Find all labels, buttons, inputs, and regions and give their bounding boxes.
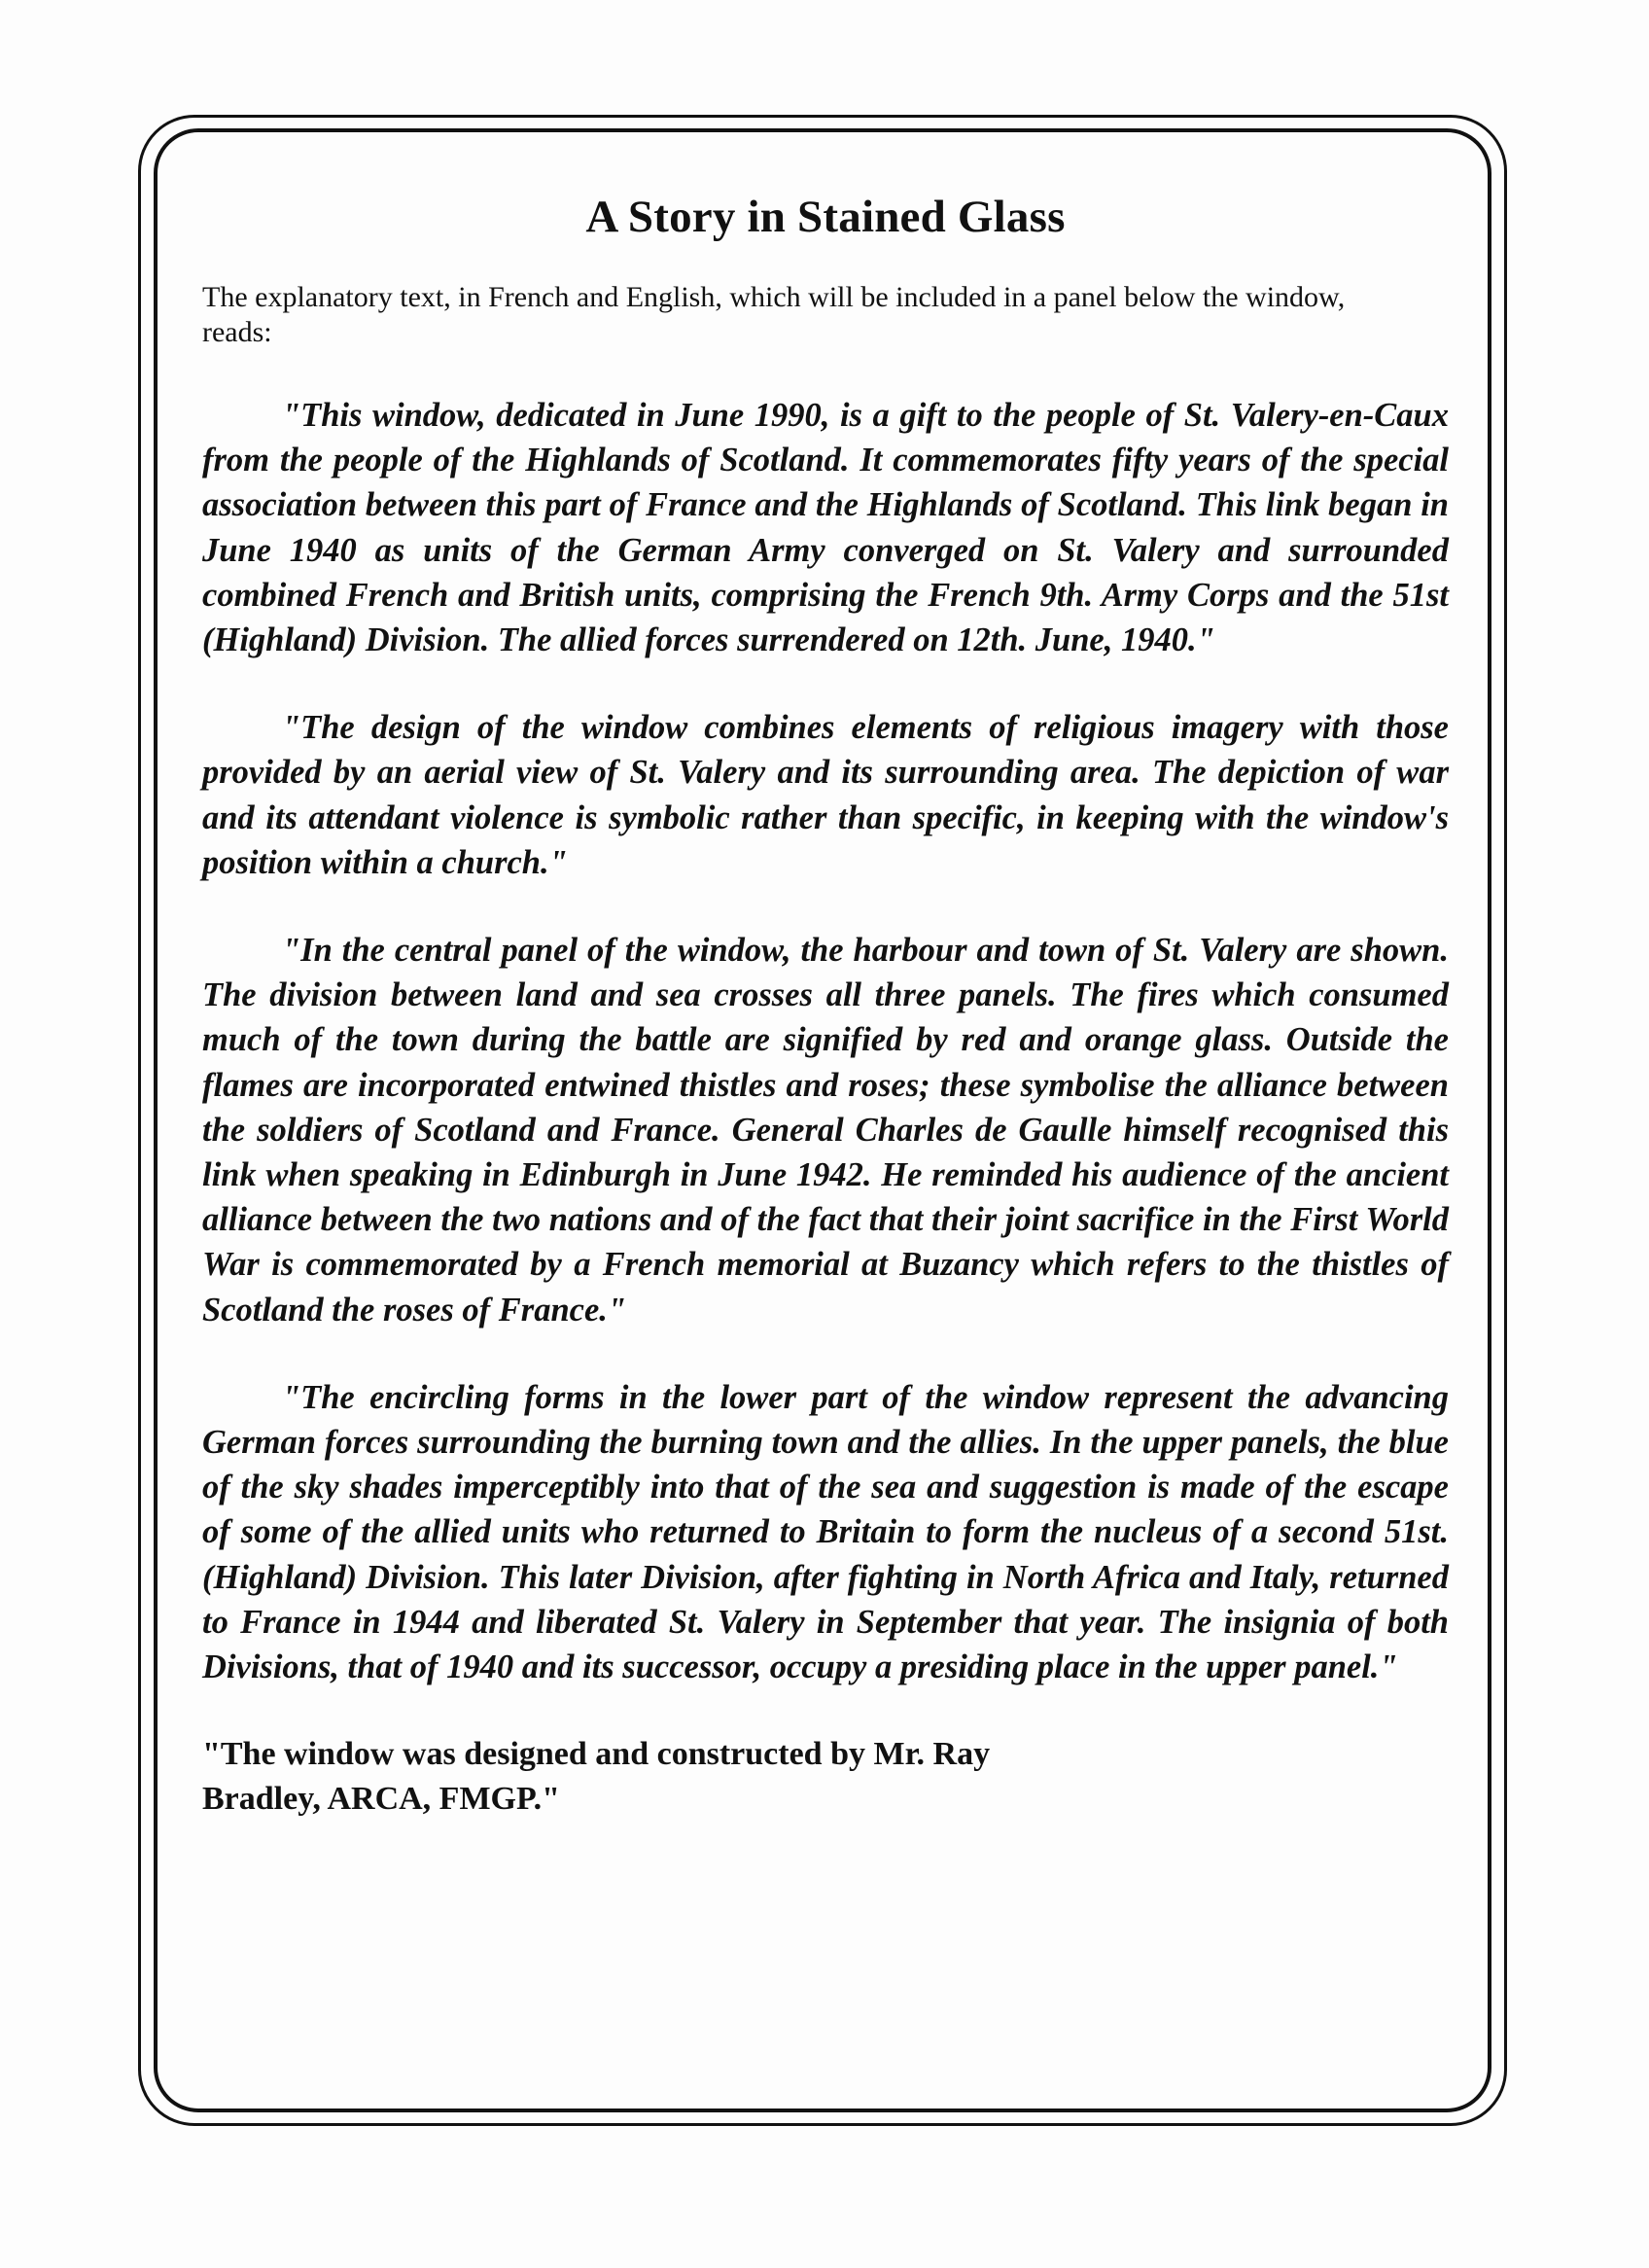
intro-paragraph: The explanatory text, in French and English, which will be included in a panel below the window, reads:	[202, 281, 1346, 348]
quote-paragraph-design: "The design of the window combines elements of religious imagery with those provided by an aerial view of St. Valery and its surrounding area. The depiction of war and its attendant violence is symbolic rather than specific, in keeping with the window's position within a church."	[202, 709, 1449, 881]
quote-paragraph-encircling-forms: "The encircling forms in the lower part of the window represent the advancing German forces surrounding the burning town and the allies. In the upper panels, the blue of the sky shades imperceptibly into that of the sea and suggestion is made of the escape of some of the allied units who returned to Britain to form the nucleus of a second 51st. (Highland) Division. This later Division, after fighting in North Africa and Italy, returned to France in 1944 and liberated St. Valery in September that year. The insignia of both Divisions, that of 1940 and its successor, occupy a presiding place in the upper panel."	[202, 1378, 1449, 1686]
document-title: A Story in Stained Glass	[585, 192, 1066, 242]
designer-credit: "The window was designed and constructed by Mr. Ray Bradley, ARCA, FMGP."	[202, 1736, 991, 1818]
document-content	[202, 191, 1449, 1822]
quote-paragraph-central-panel: "In the central panel of the window, the harbour and town of St. Valery are shown. The division between land and sea crosses all three panels. The fires which consumed much of the town during the battle are signified by red and orange glass. Outside the flames are incorporated entwined thistles and roses; these symbolise the alliance between the soldiers of Scotland and France. General Charles de Gaulle himself recognised this link when speaking in Edinburgh in June 1942. He reminded his audience of the ancient alliance between the two nations and of the fact that their joint sacrifice in the First World War is commemorated by a French memorial at Buzancy which refers to the thistles of Scotland the roses of France."	[202, 932, 1449, 1329]
quote-paragraph-dedication: "This window, dedicated in June 1990, is a gift to the people of St. Valery-en-Caux from the people of the Highlands of Scotland. It commemorates fifty years of the special association between this part of France and the Highlands of Scotland. This link began in June 1940 as units of the German Army converged on St. Valery and surrounded combined French and British units, comprising the French 9th. Army Corps and the 51st (Highland) Division. The allied forces surrendered on 12th. June, 1940."	[202, 397, 1449, 659]
